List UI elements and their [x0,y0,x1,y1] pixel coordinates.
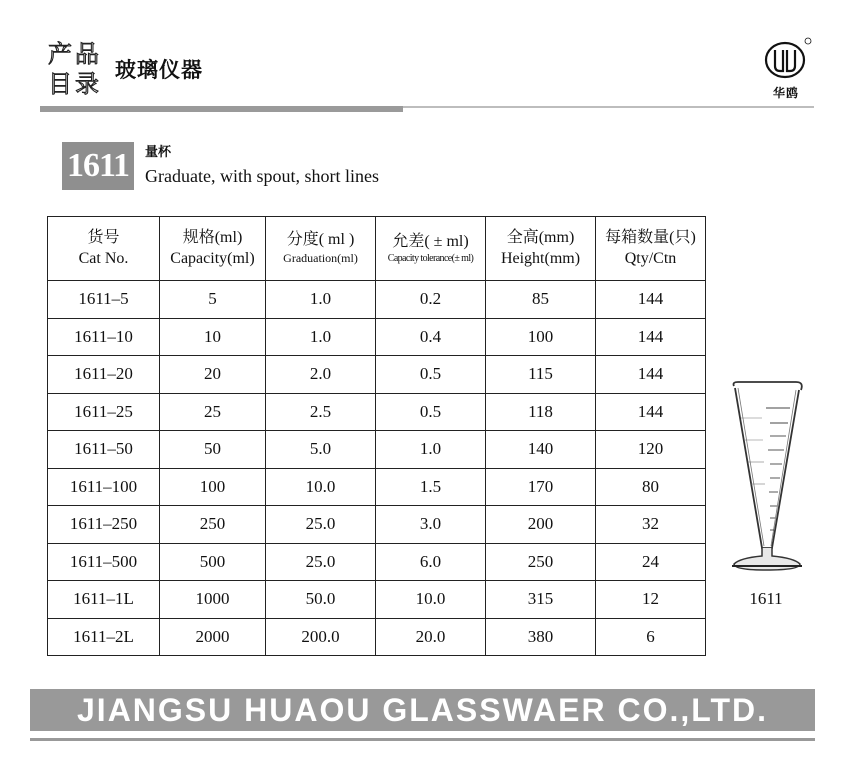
cell-capacity: 2000 [160,618,266,656]
header-qty-ctn: 每箱数量(只) Qty/Ctn [596,217,706,281]
cell-height: 85 [486,281,596,319]
table-row [48,618,706,656]
cell-graduation: 1.0 [266,281,376,319]
cell-capacity: 250 [160,506,266,544]
logo-char: 品 [75,40,99,68]
cell-tolerance: 0.5 [376,356,486,394]
logo-char: 产 [48,40,72,68]
cell-graduation: 25.0 [266,543,376,581]
cell-capacity: 5 [160,281,266,319]
cell-qty: 120 [596,431,706,469]
figure-caption: 1611 [749,589,783,608]
header-height: 全高(mm) Height(mm) [486,217,596,281]
cell-height: 100 [486,318,596,356]
cell-qty: 144 [596,281,706,319]
cell-tolerance: 6.0 [376,543,486,581]
table-row [48,281,706,319]
cell-tolerance: 10.0 [376,581,486,619]
table-row [48,506,706,544]
spec-table [47,216,706,656]
cell-cat-no: 1611–50 [48,431,160,469]
footer-divider [30,738,815,741]
cell-capacity: 50 [160,431,266,469]
header-cat-no: 货号 Cat No. [48,217,160,281]
table-header-row [48,217,706,281]
product-code-badge: 1611 [62,142,134,190]
cell-capacity: 1000 [160,581,266,619]
cell-capacity: 500 [160,543,266,581]
cell-qty: 24 [596,543,706,581]
cell-height: 115 [486,356,596,394]
cell-tolerance: 1.0 [376,431,486,469]
cell-graduation: 25.0 [266,506,376,544]
cell-capacity: 100 [160,468,266,506]
cell-cat-no: 1611–1L [48,581,160,619]
cell-capacity: 25 [160,393,266,431]
cell-height: 140 [486,431,596,469]
cell-graduation: 2.5 [266,393,376,431]
cell-tolerance: 1.5 [376,468,486,506]
logo-char: 目 [48,70,72,98]
cell-height: 118 [486,393,596,431]
cell-cat-no: 1611–100 [48,468,160,506]
table-row [48,356,706,394]
cell-tolerance: 0.2 [376,281,486,319]
cell-qty: 80 [596,468,706,506]
cell-tolerance: 20.0 [376,618,486,656]
logo-char: 录 [75,70,99,98]
header-divider-accent [40,106,403,112]
cell-cat-no: 1611–25 [48,393,160,431]
table-row [48,393,706,431]
cell-cat-no: 1611–5 [48,281,160,319]
catalog-logo [48,38,106,98]
table-row [48,318,706,356]
cell-tolerance: 0.5 [376,393,486,431]
brand-name: 华鸥 [772,86,799,100]
cell-graduation: 200.0 [266,618,376,656]
table-row [48,581,706,619]
company-name: JIANGSU HUAOU GLASSWAER CO.,LTD. [77,692,768,728]
page-title: 玻璃仪器 [115,58,203,82]
cell-graduation: 2.0 [266,356,376,394]
cell-cat-no: 1611–250 [48,506,160,544]
cell-height: 170 [486,468,596,506]
cell-tolerance: 3.0 [376,506,486,544]
cell-height: 315 [486,581,596,619]
cell-qty: 144 [596,356,706,394]
table-row [48,468,706,506]
header-tolerance: 允差( ± ml) Capacity tolerance(± ml) [376,217,486,281]
table-row [48,543,706,581]
cell-cat-no: 1611–2L [48,618,160,656]
cell-capacity: 20 [160,356,266,394]
cell-graduation: 10.0 [266,468,376,506]
brand-logo-icon [758,36,814,80]
cell-height: 380 [486,618,596,656]
cell-qty: 144 [596,393,706,431]
cell-cat-no: 1611–10 [48,318,160,356]
cell-height: 200 [486,506,596,544]
cell-graduation: 50.0 [266,581,376,619]
product-name-cn: 量杯 [145,145,172,160]
cell-qty: 32 [596,506,706,544]
cell-graduation: 5.0 [266,431,376,469]
cell-graduation: 1.0 [266,318,376,356]
cell-cat-no: 1611–500 [48,543,160,581]
cell-qty: 144 [596,318,706,356]
cell-qty: 12 [596,581,706,619]
product-name-en: Graduate, with spout, short lines [145,166,379,186]
cell-tolerance: 0.4 [376,318,486,356]
cell-cat-no: 1611–20 [48,356,160,394]
header-graduation: 分度( ml ) Graduation(ml) [266,217,376,281]
header-capacity: 规格(ml) Capacity(ml) [160,217,266,281]
cell-qty: 6 [596,618,706,656]
graduate-beaker-image [726,378,806,574]
cell-height: 250 [486,543,596,581]
table-row [48,431,706,469]
cell-capacity: 10 [160,318,266,356]
